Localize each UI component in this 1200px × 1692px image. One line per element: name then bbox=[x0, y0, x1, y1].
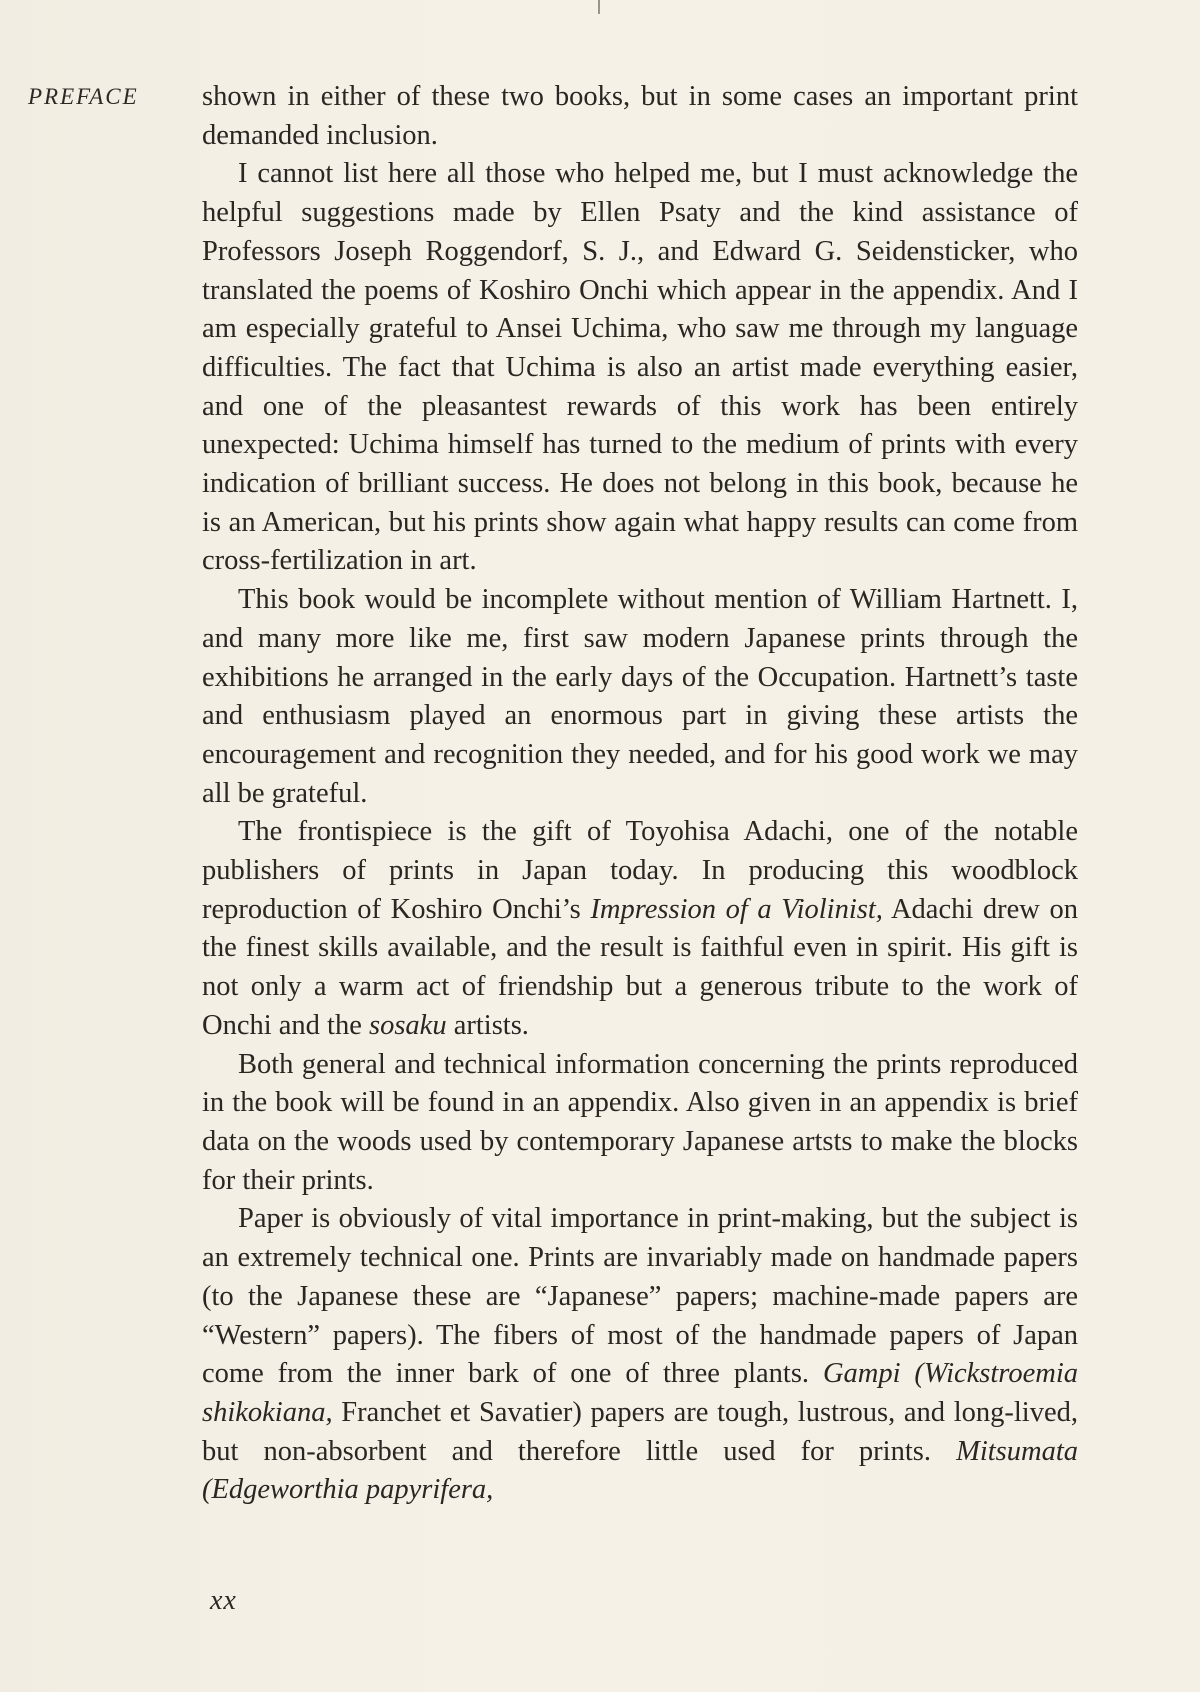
paragraph bbox=[202, 1200, 1078, 1510]
italic-term: Gampi (Wickstroemia shikokiana, bbox=[202, 1358, 1078, 1428]
body-text bbox=[202, 78, 1078, 1510]
running-head: PREFACE bbox=[28, 84, 139, 109]
paragraph bbox=[202, 1046, 1078, 1201]
paragraph bbox=[202, 581, 1078, 813]
text-run: shown in either of these two books, but in some cases an important print demanded inclusion. bbox=[202, 81, 1078, 151]
page-number: xx bbox=[210, 1585, 237, 1616]
text-run: artists. bbox=[446, 1009, 529, 1041]
text-run: The frontispiece is the gift of Toyohisa Adachi, one of the notable publishers of prints in Japan today. In producing this woodblock reproduction of Koshiro Onchi’s bbox=[202, 816, 1078, 925]
paragraph bbox=[202, 155, 1078, 581]
text-run: Adachi drew on the finest skills available, and the result is faithful even in spirit. His gift is not only a warm act of friendship but a generous tribute to the work of Onchi and the bbox=[202, 893, 1078, 1041]
text-run: Franchet et Savatier) papers are tough, lustrous, and long-lived, but non-absorbent and therefore little used for prints. bbox=[202, 1396, 1078, 1467]
text-run: I cannot list here all those who helped me, but I must acknowledge the helpful suggestions made by Ellen Psaty and the kind assistance of Professors Joseph Roggendorf, S. J., and Edward G. Seidensticker, who translated the poems of Koshiro Onchi which appear in the appendix. And I am especially grateful to Ansei Uchima, who saw me through my language difficulties. The fact that Uchima is also an artist made everything easier, and one of the pleasantest rewards of this work has been entirely unexpected: Uchima himself has turned to the medium of prints with every indication of brilliant success. He does not belong in this book, because he is an American, but his prints show again what happy results can come from cross-fertilization in art. bbox=[202, 158, 1078, 577]
italic-term: sosaku bbox=[369, 1009, 447, 1041]
text-run: Paper is obviously of vital importance in print-making, but the subject is an extremely technical one. Prints are invariably made on handmade papers (to the Japanese these are “Japanese” papers; machine-made papers are “Western” papers). The fibers of most of the handmade papers of Japan come from the inner bark of one of three plants. bbox=[202, 1203, 1078, 1390]
paragraph bbox=[202, 78, 1078, 155]
italic-term: Mitsumata (Edgeworthia papyrifera, bbox=[202, 1435, 1078, 1506]
italic-title: Impression of a Violinist, bbox=[590, 893, 883, 925]
text-run: Both general and technical information concerning the prints reproduced in the book will be found in an appendix. Also given in an appendix is brief data on the woods used by contemporary Japanese artsts to make the blocks for their prints. bbox=[202, 1048, 1078, 1196]
page-edge-mark bbox=[598, 0, 600, 14]
paragraph bbox=[202, 813, 1078, 1045]
text-run: This book would be incomplete without mention of William Hartnett. I, and many more like me, first saw modern Japanese prints through the exhibitions he arranged in the early days of the Occupation. Hartnett’s taste and enthusiasm played an enormous part in giving these artists the encouragement and recognition they needed, and for his good work we may all be grateful. bbox=[202, 584, 1078, 809]
